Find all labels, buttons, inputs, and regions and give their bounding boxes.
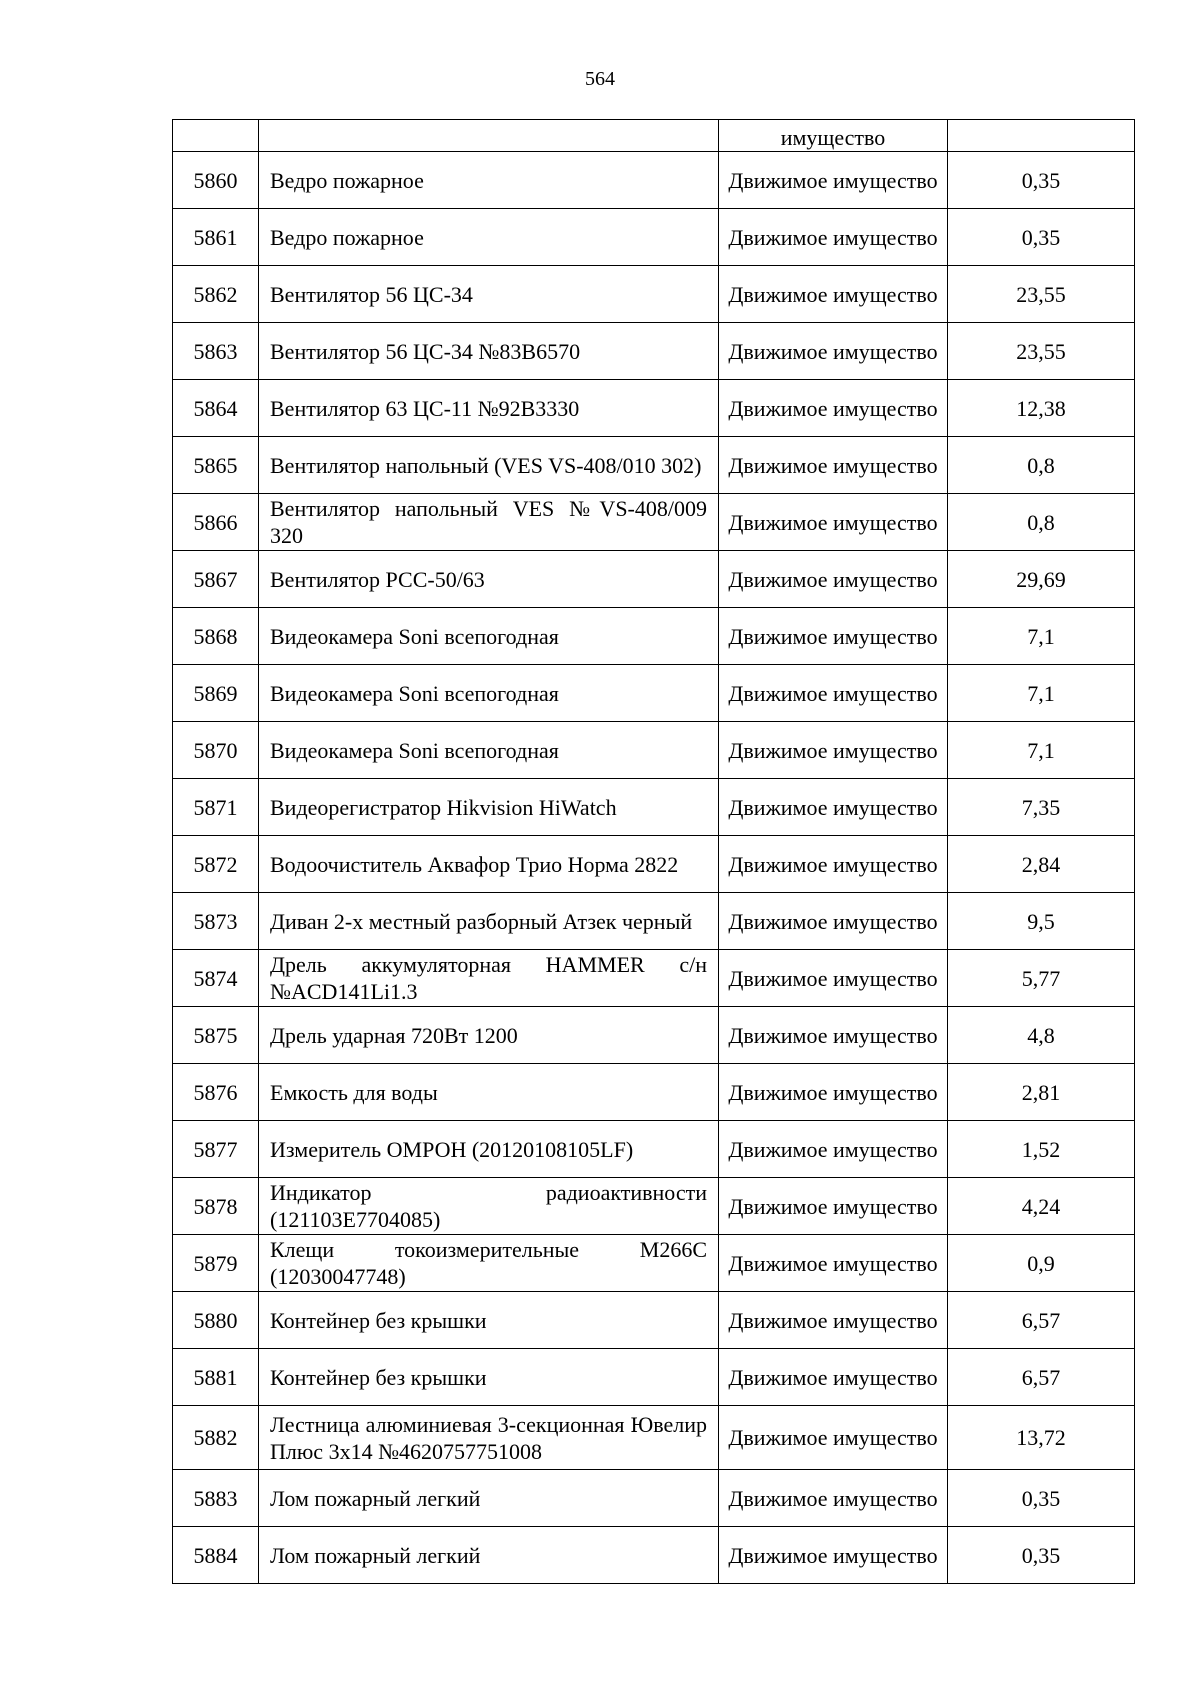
item-value: 0,35	[948, 1470, 1135, 1527]
property-type: Движимое имущество	[719, 665, 948, 722]
row-number: 5877	[173, 1121, 259, 1178]
item-value: 7,1	[948, 665, 1135, 722]
item-name: Вентилятор 56 ЦС-34 №83В6570	[259, 323, 719, 380]
item-name: Измеритель ОМРОН (20120108105LF)	[259, 1121, 719, 1178]
table-row	[173, 950, 1135, 1007]
property-type: Движимое имущество	[719, 1292, 948, 1349]
table-row	[173, 1406, 1135, 1470]
row-number: 5878	[173, 1178, 259, 1235]
property-type: Движимое имущество	[719, 1406, 948, 1470]
property-type: Движимое имущество	[719, 1121, 948, 1178]
item-value: 4,8	[948, 1007, 1135, 1064]
property-type: Движимое имущество	[719, 1527, 948, 1584]
property-type: Движимое имущество	[719, 551, 948, 608]
property-type: Движимое имущество	[719, 266, 948, 323]
table-row	[173, 209, 1135, 266]
row-number: 5867	[173, 551, 259, 608]
item-name: Емкость для воды	[259, 1064, 719, 1121]
property-type: Движимое имущество	[719, 152, 948, 209]
item-value: 7,1	[948, 608, 1135, 665]
item-value: 2,84	[948, 836, 1135, 893]
item-name: Контейнер без крышки	[259, 1349, 719, 1406]
item-value: 4,24	[948, 1178, 1135, 1235]
row-number: 5880	[173, 1292, 259, 1349]
property-table	[172, 119, 1135, 1584]
item-value: 23,55	[948, 323, 1135, 380]
row-number: 5870	[173, 722, 259, 779]
item-name: Лестница алюминиевая 3-секционная Ювелир Плюс 3х14 №4620757751008	[259, 1406, 719, 1470]
property-type: Движимое имущество	[719, 380, 948, 437]
table-row	[173, 893, 1135, 950]
table-row	[173, 1178, 1135, 1235]
table-row	[173, 1470, 1135, 1527]
item-name: Видеокамера Soni всепогодная	[259, 722, 719, 779]
table-row	[173, 1007, 1135, 1064]
item-value: 0,8	[948, 437, 1135, 494]
property-type: Движимое имущество	[719, 1235, 948, 1292]
item-name: Вентилятор 56 ЦС-34	[259, 266, 719, 323]
table-row	[173, 1121, 1135, 1178]
row-number: 5864	[173, 380, 259, 437]
property-type: Движимое имущество	[719, 1007, 948, 1064]
item-value: 0,35	[948, 152, 1135, 209]
property-type: Движимое имущество	[719, 779, 948, 836]
item-name: Дрель аккумуляторная HAMMER с/н №ACD141Li1.3	[259, 950, 719, 1007]
item-value	[948, 120, 1135, 152]
table-row	[173, 1349, 1135, 1406]
item-name	[259, 120, 719, 152]
property-type: Движимое имущество	[719, 437, 948, 494]
property-type: Движимое имущество	[719, 209, 948, 266]
item-value: 6,57	[948, 1349, 1135, 1406]
item-value: 2,81	[948, 1064, 1135, 1121]
table-row	[173, 323, 1135, 380]
row-number: 5873	[173, 893, 259, 950]
item-name: Видеокамера Soni всепогодная	[259, 665, 719, 722]
row-number: 5865	[173, 437, 259, 494]
row-number	[173, 120, 259, 152]
item-name: Клещи токоизмерительные М266С (12030047748)	[259, 1235, 719, 1292]
item-name: Вентилятор напольный VES №VS-408/009 320	[259, 494, 719, 551]
item-name: Видеокамера Soni всепогодная	[259, 608, 719, 665]
row-number: 5866	[173, 494, 259, 551]
item-name: Ведро пожарное	[259, 209, 719, 266]
row-number: 5875	[173, 1007, 259, 1064]
item-value: 9,5	[948, 893, 1135, 950]
item-name: Диван 2-х местный разборный Атзек черный	[259, 893, 719, 950]
item-name: Вентилятор РСС-50/63	[259, 551, 719, 608]
item-value: 0,9	[948, 1235, 1135, 1292]
table-row	[173, 266, 1135, 323]
item-value: 0,35	[948, 1527, 1135, 1584]
row-number: 5869	[173, 665, 259, 722]
table-row	[173, 1527, 1135, 1584]
row-number: 5876	[173, 1064, 259, 1121]
item-value: 1,52	[948, 1121, 1135, 1178]
table-row	[173, 494, 1135, 551]
item-name: Индикатор радиоактивности (121103Е7704085)	[259, 1178, 719, 1235]
table-row	[173, 1292, 1135, 1349]
row-number: 5883	[173, 1470, 259, 1527]
property-type: Движимое имущество	[719, 722, 948, 779]
property-type: Движимое имущество	[719, 1470, 948, 1527]
item-value: 7,35	[948, 779, 1135, 836]
item-name: Ведро пожарное	[259, 152, 719, 209]
item-value: 12,38	[948, 380, 1135, 437]
table-row	[173, 722, 1135, 779]
row-number: 5874	[173, 950, 259, 1007]
table-row	[173, 1064, 1135, 1121]
table-row	[173, 665, 1135, 722]
property-type: Движимое имущество	[719, 1064, 948, 1121]
table-row	[173, 152, 1135, 209]
item-name: Видеорегистратор Hikvision HiWatch	[259, 779, 719, 836]
table-row	[173, 779, 1135, 836]
row-number: 5884	[173, 1527, 259, 1584]
row-number: 5881	[173, 1349, 259, 1406]
item-value: 23,55	[948, 266, 1135, 323]
table-row	[173, 437, 1135, 494]
property-type: Движимое имущество	[719, 323, 948, 380]
property-type: Движимое имущество	[719, 1349, 948, 1406]
property-type: Движимое имущество	[719, 608, 948, 665]
item-value: 7,1	[948, 722, 1135, 779]
table-row	[173, 836, 1135, 893]
item-value: 5,77	[948, 950, 1135, 1007]
row-number: 5882	[173, 1406, 259, 1470]
property-type: Движимое имущество	[719, 893, 948, 950]
table-row-continuation	[173, 120, 1135, 152]
table-row	[173, 380, 1135, 437]
item-value: 29,69	[948, 551, 1135, 608]
row-number: 5862	[173, 266, 259, 323]
item-name: Контейнер без крышки	[259, 1292, 719, 1349]
row-number: 5860	[173, 152, 259, 209]
property-type: Движимое имущество	[719, 1178, 948, 1235]
property-type: Движимое имущество	[719, 494, 948, 551]
item-name: Лом пожарный легкий	[259, 1527, 719, 1584]
table-row	[173, 608, 1135, 665]
row-number: 5863	[173, 323, 259, 380]
item-name: Водоочиститель Аквафор Трио Норма 2822	[259, 836, 719, 893]
row-number: 5871	[173, 779, 259, 836]
item-name: Вентилятор 63 ЦС-11 №92В3330	[259, 380, 719, 437]
table-row	[173, 551, 1135, 608]
item-name: Вентилятор напольный (VES VS-408/010 302)	[259, 437, 719, 494]
row-number: 5868	[173, 608, 259, 665]
row-number: 5872	[173, 836, 259, 893]
item-value: 0,8	[948, 494, 1135, 551]
property-type: имущество	[719, 120, 948, 152]
item-value: 6,57	[948, 1292, 1135, 1349]
item-name: Лом пожарный легкий	[259, 1470, 719, 1527]
table-row	[173, 1235, 1135, 1292]
row-number: 5879	[173, 1235, 259, 1292]
item-value: 0,35	[948, 209, 1135, 266]
item-name: Дрель ударная 720Вт 1200	[259, 1007, 719, 1064]
item-value: 13,72	[948, 1406, 1135, 1470]
property-type: Движимое имущество	[719, 836, 948, 893]
property-type: Движимое имущество	[719, 950, 948, 1007]
row-number: 5861	[173, 209, 259, 266]
table-body	[173, 120, 1135, 1584]
page-number: 564	[585, 68, 615, 90]
